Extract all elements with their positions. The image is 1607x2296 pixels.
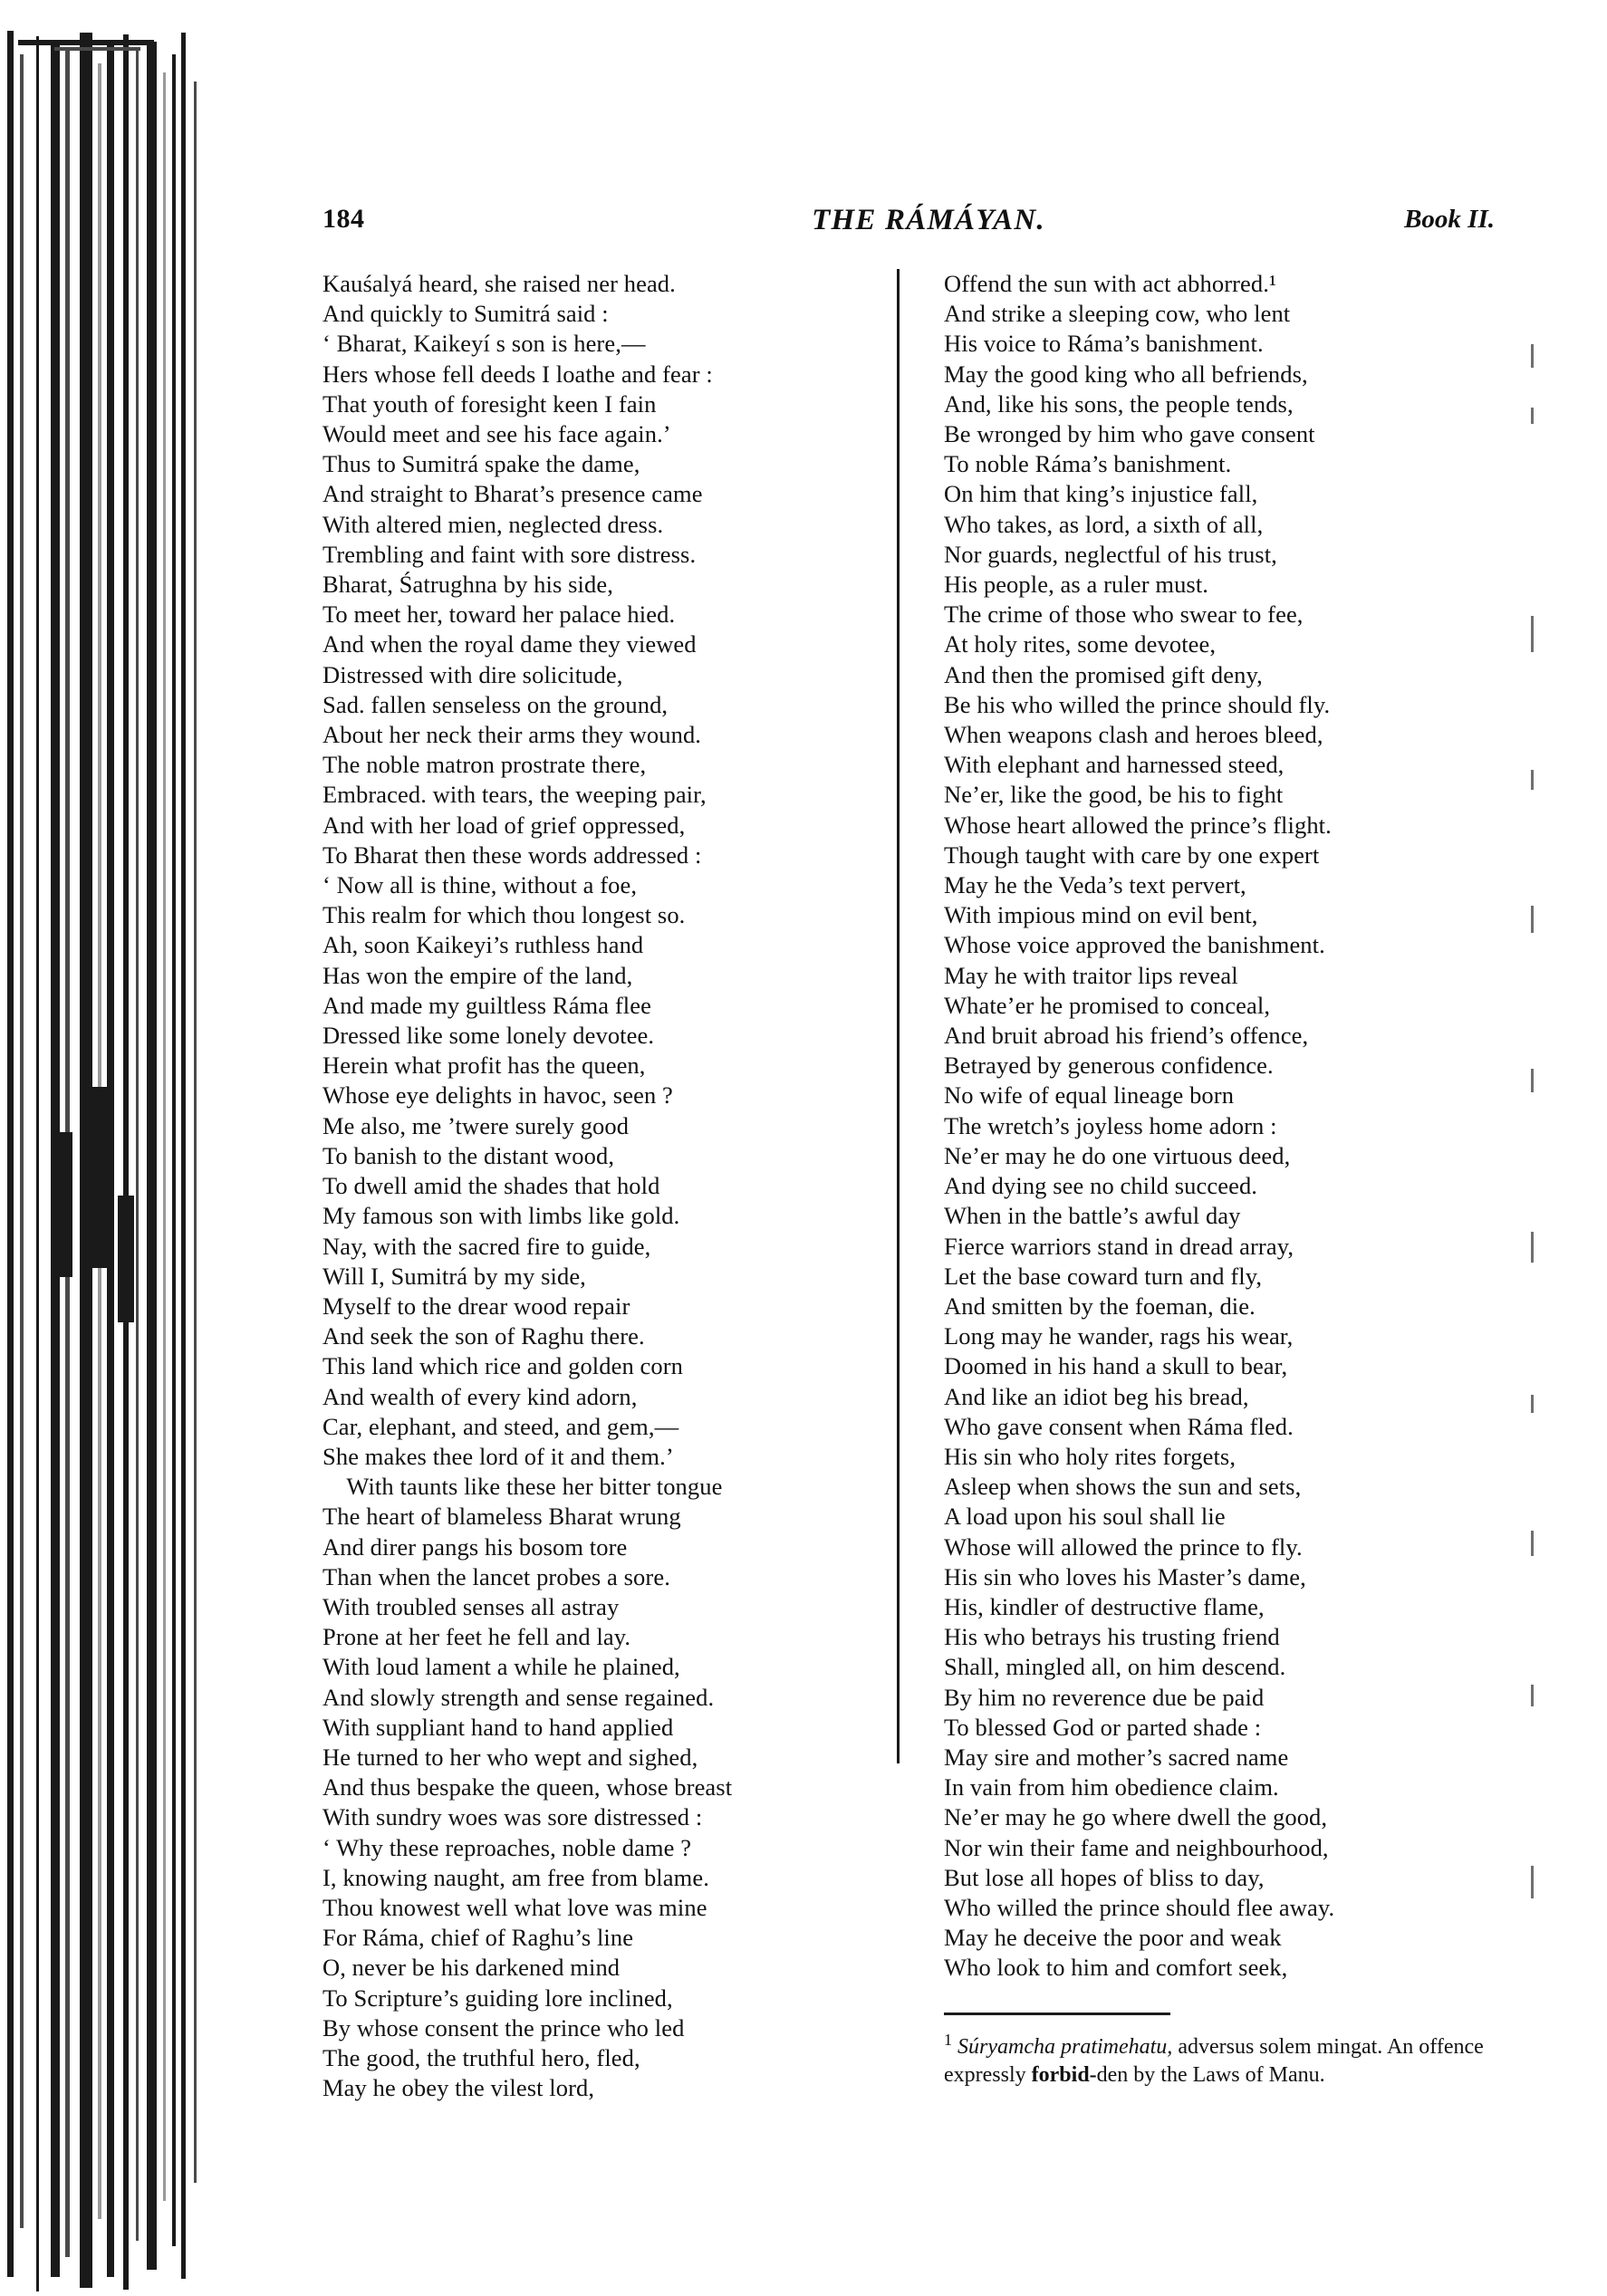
- verse-line: To blessed God or parted shade :: [944, 1713, 1262, 1741]
- page-header: [299, 204, 1504, 244]
- verse-line: May he obey the vilest lord,: [322, 2074, 595, 2102]
- verse-line: And seek the son of Raghu there.: [322, 1322, 645, 1350]
- verse-line: Doomed in his hand a skull to bear,: [944, 1352, 1288, 1380]
- verse-line: Ne’er may he go where dwell the good,: [944, 1803, 1328, 1831]
- verse-line: Whate’er he promised to conceal,: [944, 991, 1271, 1019]
- footnote-latin-phrase: Súryamcha pratimehatu,: [957, 2034, 1173, 2059]
- verse-line: With suppliant hand to hand applied: [322, 1713, 674, 1741]
- verse-line: His voice to Ráma’s banishment.: [944, 330, 1264, 358]
- verse-line: Has won the empire of the land,: [322, 961, 633, 989]
- verse-line: With sundry woes was sore distressed :: [322, 1803, 703, 1831]
- verse-line: And, like his sons, the people tends,: [944, 389, 1294, 418]
- verse-line: And like an idiot beg his bread,: [944, 1382, 1249, 1410]
- verse-line: Who look to him and comfort seek,: [944, 1954, 1288, 1982]
- verse-line: ‘ Why these reproaches, noble dame ?: [322, 1833, 692, 1861]
- footnote-bold-word: forbid-: [1031, 2062, 1097, 2087]
- verse-line: Me also, me ’twere surely good: [322, 1111, 630, 1139]
- verse-line: And dying see no child succeed.: [944, 1172, 1258, 1200]
- verse-line: The crime of those who swear to fee,: [944, 600, 1304, 629]
- verse-line: Will I, Sumitrá by my side,: [322, 1262, 586, 1290]
- verse-line: O, never be his darkened mind: [322, 1954, 621, 1982]
- verse-line: To Scripture’s guiding lore inclined,: [322, 1984, 673, 2012]
- verse-line: And wealth of every kind adorn,: [322, 1382, 638, 1410]
- verse-line: And thus bespake the queen, whose breast: [322, 1773, 733, 1801]
- text-columns: [299, 269, 1504, 2103]
- verse-line: With impious mind on evil bent,: [944, 901, 1258, 929]
- verse-line: When in the battle’s awful day: [944, 1202, 1241, 1230]
- verse-line: And straight to Bharat’s presence came: [322, 480, 703, 508]
- verse-line: Thus to Sumitrá spake the dame,: [322, 450, 640, 478]
- verse-line: May he the Veda’s text pervert,: [944, 871, 1246, 899]
- verse-line: Distressed with dire solicitude,: [322, 660, 623, 688]
- verse-line: And with her load of grief oppressed,: [322, 811, 686, 839]
- verse-line: I, knowing naught, am free from blame.: [322, 1863, 709, 1891]
- verse-line: His, kindler of destructive flame,: [944, 1592, 1265, 1620]
- verse-line: To dwell amid the shades that hold: [322, 1172, 660, 1200]
- verse-line: To Bharat then these words addressed :: [322, 841, 702, 869]
- footnote-marker: 1: [944, 2030, 952, 2049]
- verse-line: Betrayed by generous confidence.: [944, 1052, 1274, 1080]
- footnote-body-b: den by the Laws of Manu.: [1096, 2062, 1325, 2087]
- right-text-column: [924, 269, 1504, 2103]
- verse-line: Whose eye delights in havoc, seen ?: [322, 1081, 673, 1110]
- verse-line: With troubled senses all astray: [322, 1592, 620, 1620]
- verse-line: Than when the lancet probes a sore.: [322, 1562, 670, 1590]
- verse-line: To noble Ráma’s banishment.: [944, 450, 1232, 478]
- verse-line: Who takes, as lord, a sixth of all,: [944, 510, 1264, 538]
- scan-speckle-margin: [1531, 344, 1545, 1974]
- verse-line: And made my guiltless Ráma flee: [322, 991, 651, 1019]
- verse-line: Kauśalyá heard, she raised ner head.: [322, 270, 676, 297]
- verse-line: May the good king who all befriends,: [944, 360, 1308, 388]
- verse-line: And slowly strength and sense regained.: [322, 1683, 715, 1711]
- verse-line: Nor guards, neglectful of his trust,: [944, 540, 1277, 568]
- verse-line: No wife of equal lineage born: [944, 1081, 1235, 1110]
- verse-line: With taunts like these her bitter tongue: [322, 1473, 723, 1501]
- verse-line: Whose will allowed the prince to fly.: [944, 1532, 1303, 1561]
- verse-line: This realm for which thou longest so.: [322, 901, 686, 929]
- book-label: Book II.: [1404, 205, 1495, 234]
- verse-line: Fierce warriors stand in dread array,: [944, 1232, 1294, 1260]
- left-text-column: [299, 269, 882, 2103]
- verse-line: And then the promised gift deny,: [944, 660, 1263, 688]
- verse-line: Would meet and see his face again.’: [322, 420, 671, 448]
- verse-line: At holy rites, some devotee,: [944, 630, 1217, 658]
- verse-line: That youth of foresight keen I fain: [322, 389, 657, 418]
- verse-line: Car, elephant, and steed, and gem,—: [322, 1412, 679, 1440]
- verse-line: Dressed like some lonely devotee.: [322, 1022, 655, 1050]
- verse-line: Herein what profit has the queen,: [322, 1052, 646, 1080]
- verse-line: The heart of blameless Bharat wrung: [322, 1503, 681, 1531]
- verse-line: His who betrays his trusting friend: [944, 1623, 1280, 1651]
- verse-line: In vain from him obedience claim.: [944, 1773, 1279, 1801]
- verse-line: May sire and mother’s sacred name: [944, 1743, 1289, 1771]
- verse-line: Long may he wander, rags his wear,: [944, 1322, 1294, 1350]
- verse-line: ‘ Now all is thine, without a foe,: [322, 871, 638, 899]
- running-title: THE RÁMÁYAN.: [812, 204, 1045, 236]
- verse-line: Bharat, Śatrughna by his side,: [322, 571, 613, 599]
- verse-line: The noble matron prostrate there,: [322, 751, 647, 779]
- footnote-block: [944, 2003, 1487, 2089]
- verse-line: And strike a sleeping cow, who lent: [944, 300, 1291, 328]
- verse-line: And direr pangs his bosom tore: [322, 1532, 628, 1561]
- verse-line: Who willed the prince should flee away.: [944, 1893, 1335, 1921]
- verse-line: Be his who willed the prince should fly.: [944, 690, 1331, 718]
- column-divider-rule: [897, 269, 900, 1763]
- verse-line: Myself to the drear wood repair: [322, 1292, 630, 1320]
- verse-line: She makes thee lord of it and them.’: [322, 1442, 674, 1470]
- verse-line: Whose heart allowed the prince’s flight.: [944, 811, 1332, 839]
- verse-line: Ne’er may he do one virtuous deed,: [944, 1141, 1291, 1169]
- verse-line: Whose voice approved the banishment.: [944, 931, 1325, 959]
- verse-line: Thou knowest well what love was mine: [322, 1893, 707, 1921]
- verse-line: To meet her, toward her palace hied.: [322, 600, 676, 629]
- verse-line: This land which rice and golden corn: [322, 1352, 684, 1380]
- verse-line: His sin who holy rites forgets,: [944, 1442, 1237, 1470]
- verse-line: By him no reverence due be paid: [944, 1683, 1265, 1711]
- verse-line: Though taught with care by one expert: [944, 841, 1320, 869]
- verse-line: Be wronged by him who gave consent: [944, 420, 1315, 448]
- verse-line: And quickly to Sumitrá said :: [322, 300, 609, 328]
- scan-artifact-margin: [0, 0, 272, 2296]
- verse-line: His sin who loves his Master’s dame,: [944, 1562, 1306, 1590]
- verse-line: With elephant and harnessed steed,: [944, 751, 1285, 779]
- verse-line: A load upon his soul shall lie: [944, 1503, 1226, 1531]
- verse-line: Nor win their fame and neighbourhood,: [944, 1833, 1329, 1861]
- verse-line: Offend the sun with act abhorred.¹: [944, 270, 1277, 297]
- verse-line: For Ráma, chief of Raghu’s line: [322, 1924, 634, 1952]
- footnote-body-a: adversus solem mingat. An offence expressly: [944, 2034, 1484, 2087]
- verse-line: The wretch’s joyless home adorn :: [944, 1111, 1277, 1139]
- verse-line: May he with traitor lips reveal: [944, 961, 1238, 989]
- verse-line: Who gave consent when Ráma fled.: [944, 1412, 1294, 1440]
- verse-line: Ah, soon Kaikeyi’s ruthless hand: [322, 931, 644, 959]
- verse-line: By whose consent the prince who led: [322, 2013, 685, 2041]
- verse-line: Nay, with the sacred fire to guide,: [322, 1232, 651, 1260]
- verse-line: My famous son with limbs like gold.: [322, 1202, 680, 1230]
- verse-line: Asleep when shows the sun and sets,: [944, 1473, 1302, 1501]
- verse-line: And when the royal dame they viewed: [322, 630, 697, 658]
- footnote-separator-rule: [944, 2013, 1170, 2015]
- verse-line: With loud lament a while he plained,: [322, 1653, 680, 1681]
- verse-line: And bruit abroad his friend’s offence,: [944, 1022, 1309, 1050]
- verse-line: Embraced. with tears, the weeping pair,: [322, 781, 707, 809]
- verse-line: Prone at her feet he fell and lay.: [322, 1623, 631, 1651]
- verse-line: He turned to her who wept and sighed,: [322, 1743, 698, 1771]
- verse-line: When weapons clash and heroes bleed,: [944, 721, 1323, 749]
- verse-line: The good, the truthful hero, fled,: [322, 2043, 640, 2071]
- verse-line: His people, as a ruler must.: [944, 571, 1209, 599]
- verse-line: On him that king’s injustice fall,: [944, 480, 1258, 508]
- verse-line: To banish to the distant wood,: [322, 1141, 615, 1169]
- verse-line: Sad. fallen senseless on the ground,: [322, 690, 669, 718]
- verse-line: Trembling and faint with sore distress.: [322, 540, 697, 568]
- verse-line: About her neck their arms they wound.: [322, 721, 702, 749]
- verse-line: Let the base coward turn and fly,: [944, 1262, 1263, 1290]
- verse-line: With altered mien, neglected dress.: [322, 510, 664, 538]
- verse-line: But lose all hopes of bliss to day,: [944, 1863, 1265, 1891]
- verse-line: And smitten by the foeman, die.: [944, 1292, 1256, 1320]
- verse-line: Shall, mingled all, on him descend.: [944, 1653, 1286, 1681]
- footnote-text: [944, 2026, 1487, 2089]
- verse-line: Hers whose fell deeds I loathe and fear :: [322, 360, 713, 388]
- printed-page: [299, 204, 1504, 2103]
- verse-line: Ne’er, like the good, be his to fight: [944, 781, 1284, 809]
- page-number: 184: [322, 204, 365, 234]
- verse-line: May he deceive the poor and weak: [944, 1924, 1282, 1952]
- verse-line: ‘ Bharat, Kaikeyí s son is here,—: [322, 330, 646, 358]
